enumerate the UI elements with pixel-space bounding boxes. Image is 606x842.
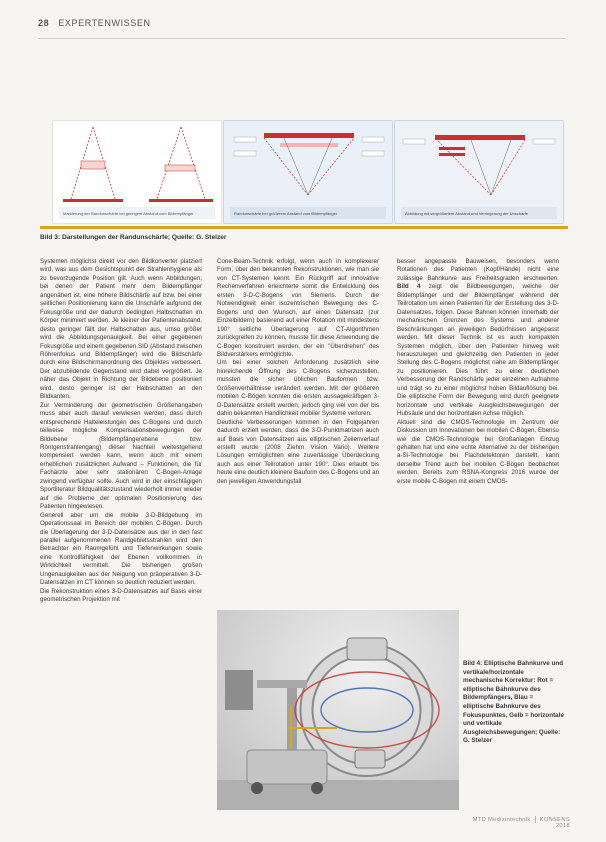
paragraph-cont: zeigt die Bildbewegungen, welche der Bildempfänger und der Bildempfänger während der Teilrotation um einen Patienten für der Erstellung des 3-D-Datensatzes, folgen. Diese Bahnen können innerhalb der mechanischen Grenzen des Systems und anderer Beschränkungen an jeweiligen Bedürfnissen angepasst werden. Mit dieser Technik ist es auch kompakten Systemen möglich, über den Patienten hinweg weit herauszulegen und gleichzeitig den Patienten in jeder Stellung des C-Bogens möglichst nahe am Bildempfänger zu positionieren. Dies führt zu einer deutlichen Verbesserung der Randschärfe jeder einzelnen Aufnahme und trägt so zu einer möglichst hohen Bildauflösung bei. Die elliptische Form der Bewegung wird durch geeignete horizontale und vertikale Ausgleichsbewegungen der Hubsäule und der horizontalen Achse möglich. [397,283,559,418]
paragraph: Generell aber um die mobile 3-D-Bildgebung im Operationssaal im Bereich der mobilen C-Bögen. Durch die Überlagerung der 3-D-Datensätze aus der in den fast parallel aufgenommenen Randgebietsstrahlen wird den Betrachter ein Raumgefühl und Tiefenwirkungen sowie eine Kontrollfähigkeit der Ebenen vollkommen in Wirklichkeit vermittelt. Die bisherigen großen Ungenauigkeiten aus der Neigung von präoperativen 3-D-Datensätzen im CT können so deutlich reduziert werden. [40,511,202,587]
paragraph: Deutliche Verbesserungen kommen in den Folgejahren dadurch erzielt werden, dass die 3-D-Punktmatrizen auch auf Basis von Datensätzen aus elliptischen Zeilenverlauf erstellt wurde (2008 Ziehm Vision Vario). Weitere Lösungen ermöglichten eine zuverlässige Überdeckung auch aus einer Teilrotation unter 190°. Dies erlaubt bis heute eine deutlich kleinere Bauform des C-Bogens und an den jeweiligen Anwendungsfall [217,418,380,485]
beam-diagram-3 [395,121,563,223]
panel-3-label: Abbildung mit vergrößertem Abstand und Verringerung der Unschärfe [405,211,528,216]
text-column-2 [217,258,379,603]
figure-4-caption: Bild 4: Elliptische Bahnkurve und vertikale/horizontale mechanische Korrektur: Rot = elliptische Bahnkurve des Bildempfängers, Blau = elliptische Bahnkurve des Fokuspunktes, Gelb = horizontale und vertikale Ausgleichsbewegungen; Quelle: G. Stelzer [463,660,564,745]
figure-4-photo [217,610,459,810]
running-header [38,18,566,34]
paragraph: Systemen möglichst direkt vor den Bildkonverter platziert wird, was aus dem Gesichtspunkt der Strahlenhygiene als zu bevorzugende Position gilt. Auch wenn Abbildungen, bei denen der Patient mehr dem Bildempfänger angenähert ist, eine höhere Bildschärfe auf bzw. bei einer seitlichen Positionierung kann die Unschärfe aufgrund der Fokusgröße und der dadurch bedingten Halbschatten im Körper minimiert werden. Je kleiner der Patientenabstand, desto geringer fällt der Halbschatten aus, umso größer wird die Abbildungsgenauigkeit. Bei einer gegebenen Fokusgröße und einem gegebenen SID (Abstand zwischen Röhrenfokus und Bildempfänger) wird die Bildschärfe durch eine Bildschirmanordnung des Objektes verbessert. Der abzubildende Gegenstand wird dabei vergrößert. Je näher das Objekt in Richtung der Bildebene positioniert wird, desto geringer ist der Halbschatten an den Bildkanten. [40,258,203,401]
figure-3-panel-3 [394,120,564,224]
panel-2-label: Randunschärfe bei größerem Abstand vom Bildempfänger [234,211,338,216]
paragraph: Aktuell sind die CMOS-Technologie im Zentrum der Diskussion um Innovationen bei mobilen C-Bögen. Ebenso wie die CMOS-Technologie bei Großanlagen Einzug gehalten hat und eine echte Alternative zu der bisherigen a-Si-Technologie bei Flachdetektoren darstellt, kann derselbe Trend auch bei mobilen C-Bögen beobachtet werden. Bereits zum RSNA-Kongress 2016 wurde der erste mobile C-Bogen mit einem CMOS- [397,418,559,485]
figure-reference: Bild 4 [397,283,421,291]
text-column-1 [40,258,202,768]
figure-3-panel-2 [223,120,393,224]
paragraph: Die Rekonstruktion eines 3-D-Datensatzes auf Basis einer geometrischen Projektion mit [40,587,202,604]
header-rule [38,38,566,39]
beam-diagram-1 [53,121,221,223]
paragraph-start: besser angepasste Bauweisen, besonders wenn Rotationen des Patienten (Kopf/Hände) nicht eine zulässige Bahnkurve aus Freiheitsgraden erschwerten. [397,258,559,282]
panel-1-label: Markierung der Randunschärfe bei geringem Abstand vom Bildempfänger [63,211,194,216]
figure-3-caption: Bild 3: Darstellungen der Randunschärfe; Quelle: G. Stelzer [40,234,227,241]
c-arm-illustration [217,610,459,810]
footer-issue: KONSENS 2018 [539,817,570,830]
section-title: EXPERTENWISSEN [58,18,151,28]
text-column-3 [397,258,559,603]
beam-diagram-2 [224,121,392,223]
figure-3 [40,120,568,228]
paragraph [397,258,559,419]
figure-3-panel-1 [52,120,222,224]
footer-divider [535,816,536,823]
page-footer [460,816,570,830]
paragraph: Cone-Beam-Technik erfolgt, wenn auch in komplexerer Form, über den bekannten Rekonstruktionen, wie man sie von CT-Systemen kennt. Ein Rückgriff auf innovative Rechenverfahren erleichterte somit die Entwicklung des ersten 3-D-C-Bogens von Siemens. Durch die Notwendigkeit einer isozentrischen Bewegung des C-Bogens und den Wunsch, auf einen Datensatz (zur Einzelbildern) basierend auf einer Rotation mit mindestens 190° seitliche Überlagerung auf CT-Algorithmen zurückgreifen zu können, musste für diese Anwendung die C-Bogen konstruiert werden, der ein "Überdrehen" des Bildverstärkers ermöglichte. [217,258,379,358]
figure-3-accent-rule [40,226,568,229]
paragraph: Zur Verminderung der geometrischen Größenangaben muss aber auch darauf verwiesen werden, dass durch entsprechende Halteleistungen des C-Bogens und durch teilweise mögliche Kompensationsbewegungen der Bildebene (Bildempfängerebene bzw. Röntgenstrahlengang) dieser Nachteil weitestgehend kompensiert werden kann, wenn auch mit einem erheblichen zusätzlichen Aufwand – Funktionen, die für Fachärzte aber sehr stationären C-Bogen-Anlage zwingend verfügbar sollte. Auch wird in der einschlägigen Sportliteratur Bildqualitätszustand wiederholt immer wieder auf die Probleme der optimalen Positionierung des Patienten hingewiesen. [40,401,202,511]
paragraph: Um bei einer solchen Anforderung zusätzlich eine hinreichende Öffnung des C-Bogens sicherzustellen, mussten die sicher üblichen Bauformen bzw. Größenverhältnisse verändert werden. Mit der größeren mobilen C-Bögen konnten die ersten aussagekräftigen 3-D-Datensätze erstellt werden, jedoch ging viel von der bis dahin bekannten Handlichkeit mobiler Systeme verloren. [217,359,379,418]
footer-publication: MTD Medizintechnik [472,817,531,824]
page-number: 28 [38,18,50,28]
